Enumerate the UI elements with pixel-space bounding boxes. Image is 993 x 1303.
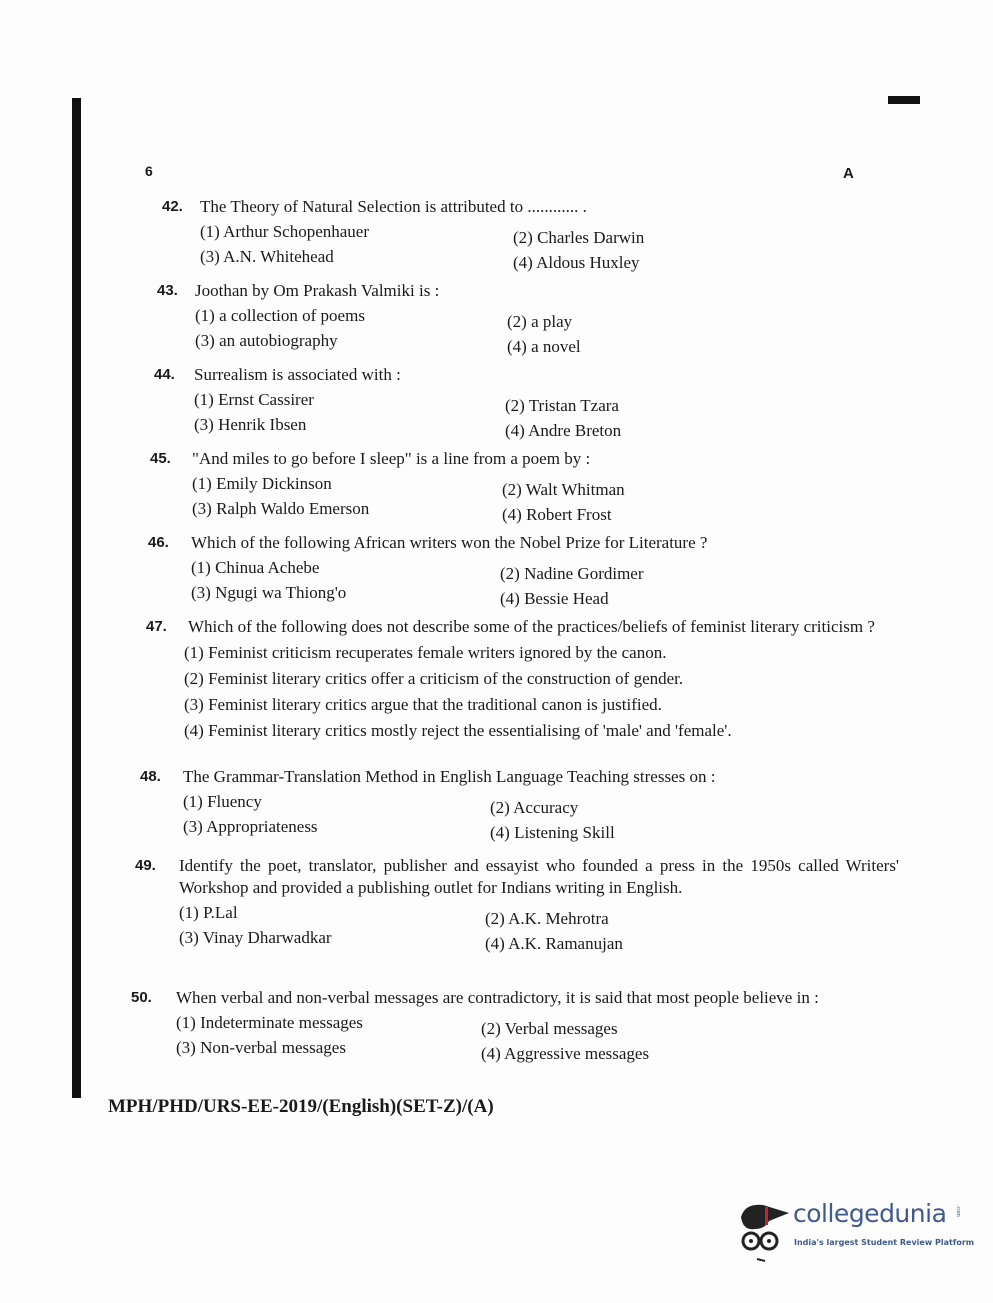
option-1: (1) Emily Dickinson [192,474,332,493]
question-stem: When verbal and non-verbal messages are contradictory, it is said that most people believe in : [176,988,819,1007]
option-1: (1) Fluency [183,792,262,811]
option-3: (3) A.N. Whitehead [200,247,334,266]
question-stem: Which of the following does not describe some of the practices/beliefs of feminist literary criticism ? [188,617,875,636]
option-2: (2) Tristan Tzara [505,396,619,415]
question-stem: Surrealism is associated with : [194,365,401,384]
option-4: (4) Andre Breton [505,421,622,440]
option-4: (4) Aldous Huxley [513,253,640,272]
logo-domain: .com [955,1205,961,1217]
collegedunia-logo [735,1195,975,1265]
option-2: (2) Charles Darwin [513,228,645,247]
option-1: (1) a collection of poems [195,306,365,325]
option-4: (4) A.K. Ramanujan [485,934,623,953]
question-stem: The Theory of Natural Selection is attributed to ............ . [200,197,587,216]
option-2: (2) Accuracy [490,798,579,817]
question-number: 46. [148,534,169,551]
option-1: (1) Indeterminate messages [176,1013,363,1032]
question-number: 45. [150,450,171,467]
option-2: (2) A.K. Mehrotra [485,909,609,928]
option-1: (1) P.Lal [179,903,238,922]
scan-mark [888,96,920,104]
option-2: (2) Verbal messages [481,1019,618,1038]
logo-brand: collegedunia [793,1199,947,1228]
question-number: 48. [140,768,161,785]
scan-edge [72,98,81,1098]
option-4: (4) Listening Skill [490,823,615,842]
option-1: (1) Ernst Cassirer [194,390,314,409]
footer-code: MPH/PHD/URS-EE-2019/(English)(SET-Z)/(A) [108,1096,494,1117]
question-number: 47. [146,618,167,635]
option-3: (3) Non-verbal messages [176,1038,346,1057]
option-3: (3) Appropriateness [183,817,318,836]
option-3: (3) an autobiography [195,331,338,350]
option-1: (1) Chinua Achebe [191,558,320,577]
question-number: 42. [162,198,183,215]
question-stem: Identify the poet, translator, publisher and essayist who founded a press in the 1950s called Writers' Workshop and provided a publishing outlet for Indians writing in English. [179,856,899,897]
option-4: (4) Feminist literary critics mostly reject the essentialising of 'male' and 'female'. [184,721,732,740]
logo-tagline: India's largest Student Review Platform [794,1238,975,1247]
question-number: 50. [131,989,152,1006]
option-2: (2) Walt Whitman [502,480,625,499]
question-stem: Joothan by Om Prakash Valmiki is : [195,281,440,300]
question-number: 49. [135,857,156,874]
option-4: (4) Aggressive messages [481,1044,650,1063]
question-number: 43. [157,282,178,299]
option-4: (4) a novel [507,337,581,356]
mascot-icon [735,1195,793,1265]
option-4: (4) Robert Frost [502,505,612,524]
option-3: (3) Feminist literary critics argue that the traditional canon is justified. [184,695,662,714]
option-3: (3) Henrik Ibsen [194,415,307,434]
option-2: (2) a play [507,312,573,331]
option-4: (4) Bessie Head [500,589,609,608]
option-3: (3) Vinay Dharwadkar [179,928,332,947]
set-label: A [843,165,854,182]
question-number: 44. [154,366,175,383]
option-1: (1) Arthur Schopenhauer [200,222,370,241]
option-2: (2) Feminist literary critics offer a criticism of the construction of gender. [184,669,684,688]
question-stem: The Grammar-Translation Method in English Language Teaching stresses on : [183,767,716,786]
page-number: 6 [145,163,153,179]
option-2: (2) Nadine Gordimer [500,564,644,583]
option-3: (3) Ngugi wa Thiong'o [191,583,347,602]
question-stem: Which of the following African writers won the Nobel Prize for Literature ? [191,533,708,552]
question-stem: "And miles to go before I sleep" is a line from a poem by : [192,449,591,468]
option-3: (3) Ralph Waldo Emerson [192,499,370,518]
option-1: (1) Feminist criticism recuperates female writers ignored by the canon. [184,643,667,662]
